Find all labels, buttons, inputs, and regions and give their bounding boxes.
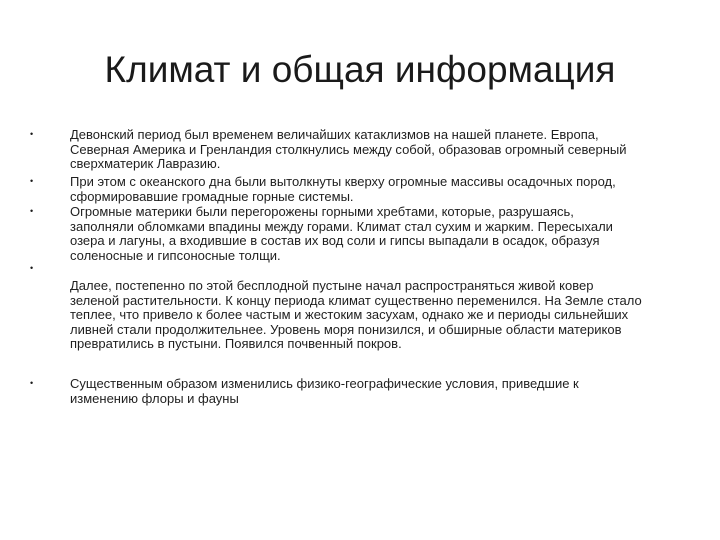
bullet-marker: •	[30, 263, 34, 273]
bullet-text	[70, 175, 675, 204]
bullet-line: Существенным образом изменились физико-географические условия, приведшие к	[70, 376, 579, 391]
bullet-line: При этом с океанского дна были вытолкнуты кверху огромные массивы осадочных пород,	[70, 174, 616, 189]
bullet-line: Огромные материки были перегорожены горными хребтами, которые, разрушаясь,	[70, 204, 574, 219]
bullet-line: заполняли обломками впадины между горами. Климат стал сухим и жарким. Пересыхали	[70, 218, 613, 234]
bullet-line: теплее, что привело к более частым и жестоким засухам, однако же и периоды сильнейших	[70, 307, 629, 323]
bullet-text	[70, 279, 675, 352]
slide-title: Климат и общая информация	[104, 49, 616, 90]
bullet-line: соленосные и гипсоносные толщи.	[70, 247, 281, 263]
bullet-line: Северная Америка и Гренландия столкнулись между собой, образовав огромный северный	[70, 141, 627, 157]
bullet-marker: •	[30, 129, 34, 139]
bullet-text	[70, 128, 675, 172]
bullet-line: ливней стали продолжительнее. Уровень моря понизился, и обширные области материков	[70, 321, 622, 337]
bullet-line: Девонский период был временем величайших катаклизмов на нашей планете. Европа,	[70, 127, 599, 142]
bullet-line: сформировавшие громадные горные системы.	[70, 188, 354, 204]
bullet-line: Далее, постепенно по этой бесплодной пустыне начал распространяться живой ковер	[70, 278, 594, 293]
bullet-text	[70, 377, 675, 406]
bullet-text	[70, 205, 675, 263]
bullet-marker: •	[30, 206, 34, 216]
bullet-line: сверхматерик Лавразию.	[70, 156, 221, 172]
bullet-line: превратились в пустыни. Появился почвенный покров.	[70, 336, 402, 352]
bullet-marker: •	[30, 378, 34, 388]
bullet-line: озера и лагуны, а входившие в состав их вод соли и гипсы выпадали в осадок, образуя	[70, 233, 600, 249]
bullet-marker: •	[30, 176, 34, 186]
bullet-line: зеленой растительности. К концу периода климат существенно переменился. На Земле стало	[70, 292, 642, 308]
bullet-line: изменению флоры и фауны	[70, 390, 239, 406]
